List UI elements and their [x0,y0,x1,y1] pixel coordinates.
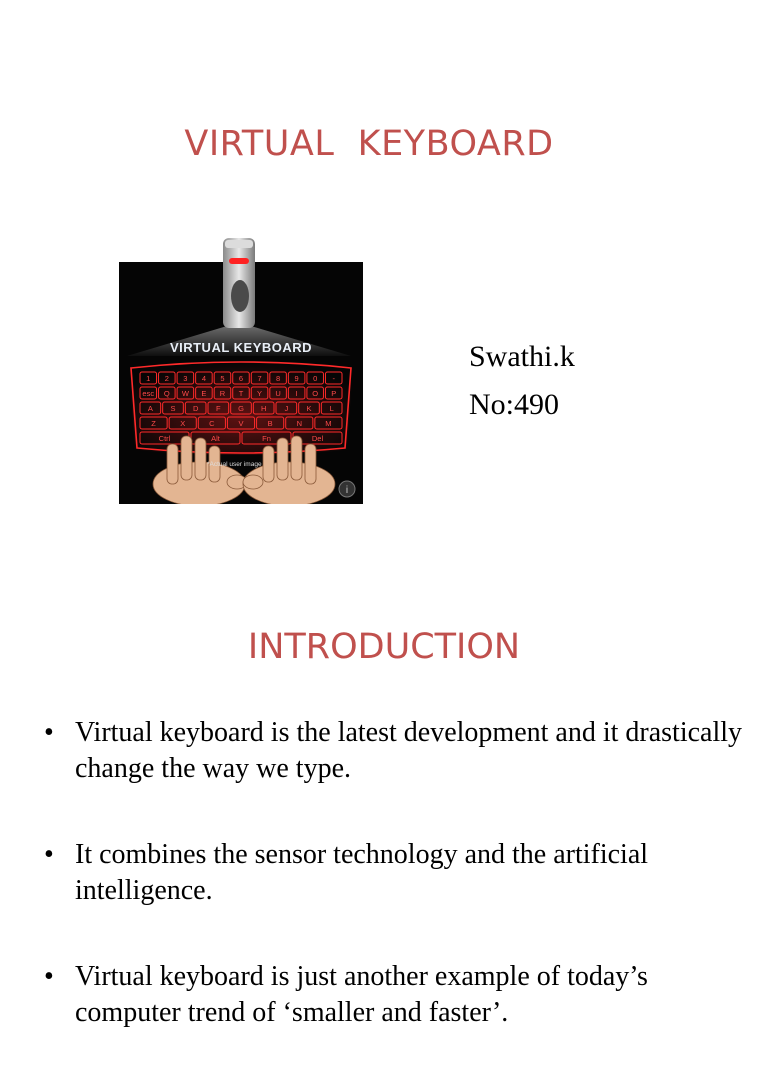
keyboard-key-label: - [332,374,335,383]
keyboard-key-label: 3 [183,374,188,383]
bullet-icon: • [44,961,54,992]
image-caption: *Actual user image [207,461,262,468]
slide-title: VIRTUAL KEYBOARD [184,124,554,164]
bullet-list [44,715,744,1081]
keyboard-key-label: S [170,404,176,413]
author-info [469,333,575,429]
keyboard-key-label: B [267,419,273,428]
list-item: • Virtual keyboard is just another example of today’s computer trend of ‘smaller and faster’. [44,961,648,1028]
keyboard-key-label: H [260,404,267,413]
keyboard-key-label: D [192,404,199,413]
section-title: INTRODUCTION [247,627,521,667]
keyboard-key-label: 2 [164,374,169,383]
keyboard-key-label: W [181,389,189,398]
bullet-icon: • [44,839,54,870]
keyboard-key-label: Y [257,389,263,398]
keyboard-key-label: 1 [146,374,151,383]
keyboard-key-label: Ctrl [158,434,171,443]
keyboard-key-label: V [238,419,244,428]
keyboard-key-label: X [180,419,186,428]
keyboard-key-label: J [284,404,289,413]
list-item: • It combines the sensor technology and the artificial intelligence. [44,839,649,906]
keyboard-key-label: L [329,404,334,413]
keyboard-key-label: N [296,419,302,428]
keyboard-key-label: E [201,389,207,398]
keyboard-key-label: I [295,389,298,398]
keyboard-key-label: P [331,389,337,398]
keyboard-logo-text: VIRTUAL KEYBOARD [169,340,313,355]
keyboard-key-label: 0 [313,374,318,383]
keyboard-key-label: Fn [262,434,271,443]
bullet-icon: • [44,717,54,748]
keyboard-key-label: Z [151,419,156,428]
keyboard-key-label: 7 [257,374,262,383]
keyboard-key-label: esc [142,389,155,398]
svg-text:i: i [345,485,349,496]
keyboard-key-label: M [325,419,332,428]
keyboard-key-label: Del [311,434,324,443]
keyboard-key-label: 8 [276,374,281,383]
keyboard-key-label: Alt [211,434,220,443]
keyboard-key-label: 4 [201,374,206,383]
keyboard-key-label: F [216,404,221,413]
keyboard-key-label: 6 [238,374,244,383]
author-name: Swathi.k [469,340,575,373]
keyboard-key-label: G [238,404,244,413]
corner-badge-icon [339,481,355,497]
virtual-keyboard-image [119,238,363,504]
keyboard-key-label: 9 [294,374,299,383]
list-item: • Virtual keyboard is the latest development and it drastically change the way we type. [44,717,743,784]
keyboard-key-label: Q [163,389,170,398]
keyboard-key-label: 5 [220,374,225,383]
keyboard-key-label: A [147,404,153,413]
keyboard-key-label: K [306,404,312,413]
keyboard-key-label: U [275,389,281,398]
keyboard-key-label: R [219,389,226,398]
author-number: No:490 [469,388,559,421]
projector-device-icon [223,238,255,328]
keyboard-key-label: T [238,389,244,398]
keyboard-key-label: C [209,419,215,428]
keyboard-key-label: O [312,389,319,398]
